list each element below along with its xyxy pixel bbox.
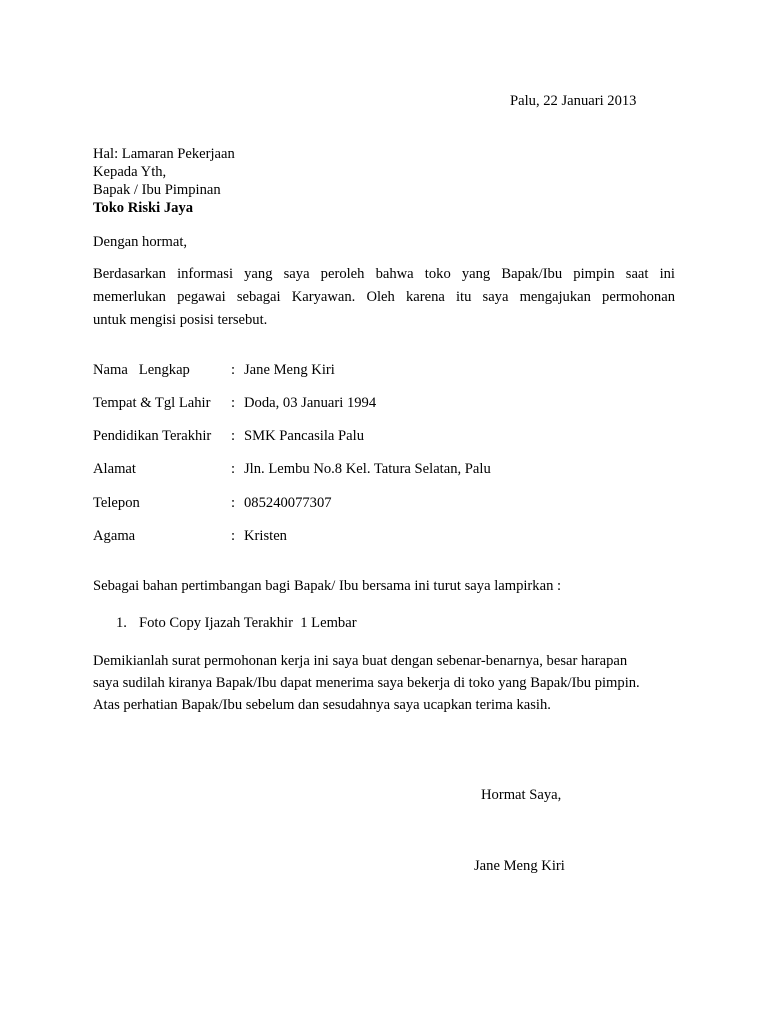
intro-line: Berdasarkan informasi yang saya peroleh bahwa toko yang Bapak/Ibu pimpin saat ini xyxy=(93,266,675,282)
field-label: Telepon xyxy=(93,495,140,511)
intro-line: memerlukan pegawai sebagai Karyawan. Oleh karena itu saya mengajukan permohonan xyxy=(93,289,675,305)
field-value: SMK Pancasila Palu xyxy=(244,428,364,444)
field-label: Tempat & Tgl Lahir xyxy=(93,395,211,411)
intro-paragraph xyxy=(93,263,675,332)
recipient-block xyxy=(93,145,675,217)
field-label: Pendidikan Terakhir xyxy=(93,428,212,444)
subject-line: Hal: Lamaran Pekerjaan xyxy=(93,146,235,162)
field-colon: : xyxy=(231,461,236,477)
recipient-company: Toko Riski Jaya xyxy=(93,200,194,216)
field-value: Jane Meng Kiri xyxy=(244,362,335,378)
closing-line: Atas perhatian Bapak/Ibu sebelum dan sesudahnya saya ucapkan terima kasih. xyxy=(93,697,551,713)
closing-paragraph xyxy=(93,650,675,716)
field-value: Jln. Lembu No.8 Kel. Tatura Selatan, Palu xyxy=(244,461,491,477)
field-value: Doda, 03 Januari 1994 xyxy=(244,395,377,411)
intro-line: untuk mengisi posisi tersebut. xyxy=(93,312,268,328)
recipient-line-2: Bapak / Ibu Pimpinan xyxy=(93,182,221,198)
signature-name: Jane Meng Kiri xyxy=(474,858,565,874)
closing-line: saya sudilah kiranya Bapak/Ibu dapat menerima saya bekerja di toko yang Bapak/Ibu pimpin. xyxy=(93,675,640,691)
recipient-line-1: Kepada Yth, xyxy=(93,164,167,180)
field-label: Agama xyxy=(93,528,136,544)
field-colon: : xyxy=(231,362,236,378)
field-label: Alamat xyxy=(93,461,136,477)
greeting: Dengan hormat, xyxy=(93,234,188,250)
field-colon: : xyxy=(231,495,236,511)
attachment-intro: Sebagai bahan pertimbangan bagi Bapak/ Ibu bersama ini turut saya lampirkan : xyxy=(93,578,562,594)
field-label: Nama Lengkap xyxy=(93,362,190,378)
field-colon: : xyxy=(231,528,236,544)
attachment-number: 1. xyxy=(116,615,127,631)
field-colon: : xyxy=(231,428,236,444)
field-value: 085240077307 xyxy=(244,495,332,511)
field-value: Kristen xyxy=(244,528,287,544)
closing-line: Demikianlah surat permohonan kerja ini saya buat dengan sebenar-benarnya, besar harapan xyxy=(93,653,628,669)
sign-off: Hormat Saya, xyxy=(481,787,562,803)
place-date: Palu, 22 Januari 2013 xyxy=(510,93,637,109)
field-colon: : xyxy=(231,395,236,411)
attachment-item: Foto Copy Ijazah Terakhir 1 Lembar xyxy=(139,615,357,631)
